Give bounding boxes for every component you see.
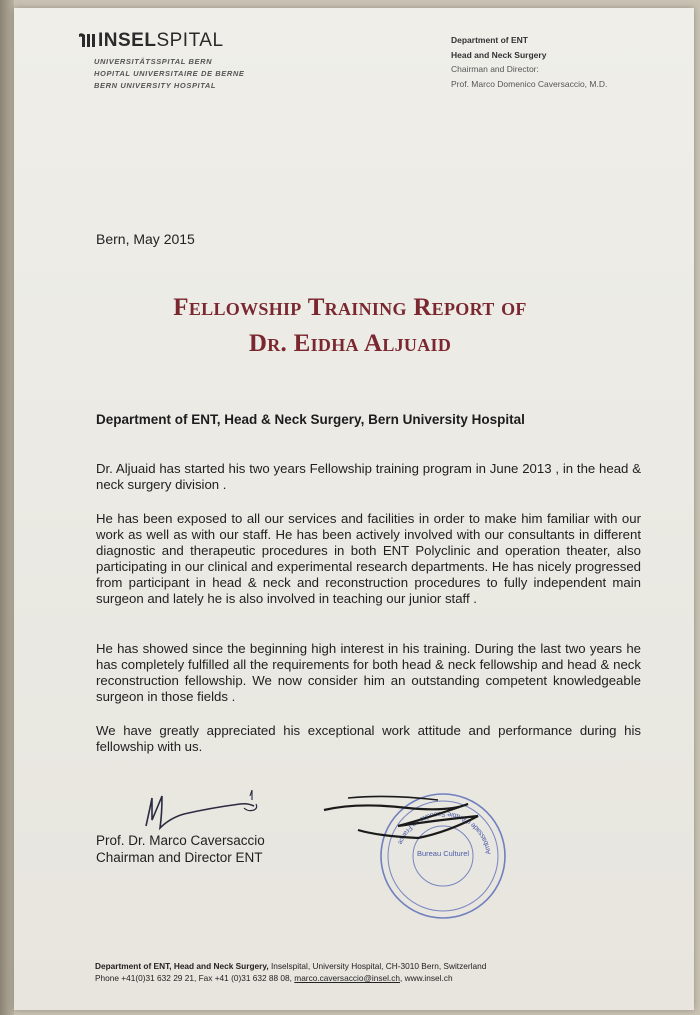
stamp-center-text: Bureau Culturel [416, 849, 470, 858]
footer-line-1: Department of ENT, Head and Neck Surgery, Inselspital, University Hospital, CH-3010 Bern, Switzerland [95, 961, 487, 971]
inselspital-emblem-icon [78, 32, 96, 48]
report-title-line-1: Fellowship Training Report of [173, 294, 527, 321]
dept-line-2: Head and Neck Surgery [451, 49, 547, 60]
signatory-block [96, 832, 265, 866]
department-block [451, 33, 607, 91]
page-shadow [0, 0, 14, 1015]
stamp-ring-text: Ambassade d'Arabie Saoudite en France [396, 809, 493, 855]
logo-subline-2: HOPITAL UNIVERSITAIRE DE BERNE [94, 69, 245, 78]
dept-line-1: Department of ENT [451, 35, 528, 45]
paragraph-4: We have greatly appreciated his exceptional work attitude and performance during his fellowship with us. [96, 723, 641, 754]
dept-line-4: Prof. Marco Domenico Caversaccio, M.D. [451, 78, 608, 89]
signatory-role: Chairman and Director ENT [96, 850, 263, 865]
letter-footer [95, 960, 486, 984]
department-subheading: Department of ENT, Head & Neck Surgery, Bern University Hospital [96, 412, 525, 427]
logo-subline-1: UNIVERSITÄTSSPITAL BERN [94, 57, 213, 66]
paragraph-2: He has been exposed to all our services and facilities in order to make him familiar with our work as well as with our staff. He has been actively involved with our consultants in different diagnostic and therapeutic procedures in both ENT Polyclinic and operation theater, also participating in our clinical and experimental research departments. He has nicely progressed from participant in head & neck and reconstruction procedures to fully independent main surgeon and lately he is also involved in teaching our junior staff . [96, 511, 641, 606]
letter-date: Bern, May 2015 [96, 231, 195, 247]
footer-line-2: Phone +41(0)31 632 29 21, Fax +41 (0)31 632 88 08, marco.caversaccio@insel.ch, www.insel.ch [95, 973, 453, 983]
paragraph-1: Dr. Aljuaid has started his two years Fellowship training program in June 2013 , in the head & neck surgery division . [96, 461, 641, 492]
official-stamp [318, 790, 518, 925]
paragraph-3: He has showed since the beginning high interest in his training. During the last two years he has completely fulfilled all the requirements for both head & neck fellowship and head & neck reconstruction fellowship. We now consider him an outstanding competent knowledgeable surgeon in those fields . [96, 641, 641, 704]
report-title-line-2: Dr. Eidha Aljuaid [248, 330, 452, 357]
signatory-name: Prof. Dr. Marco Caversaccio [96, 833, 265, 848]
footer-email-link[interactable]: marco.caversaccio@insel.ch [294, 973, 400, 983]
logo-wordmark: INSELSPITAL [98, 30, 224, 51]
logo-subline-3: BERN UNIVERSITY HOSPITAL [94, 81, 217, 90]
dept-line-3: Chairman and Director: [451, 64, 539, 74]
handwritten-signature [140, 790, 280, 835]
